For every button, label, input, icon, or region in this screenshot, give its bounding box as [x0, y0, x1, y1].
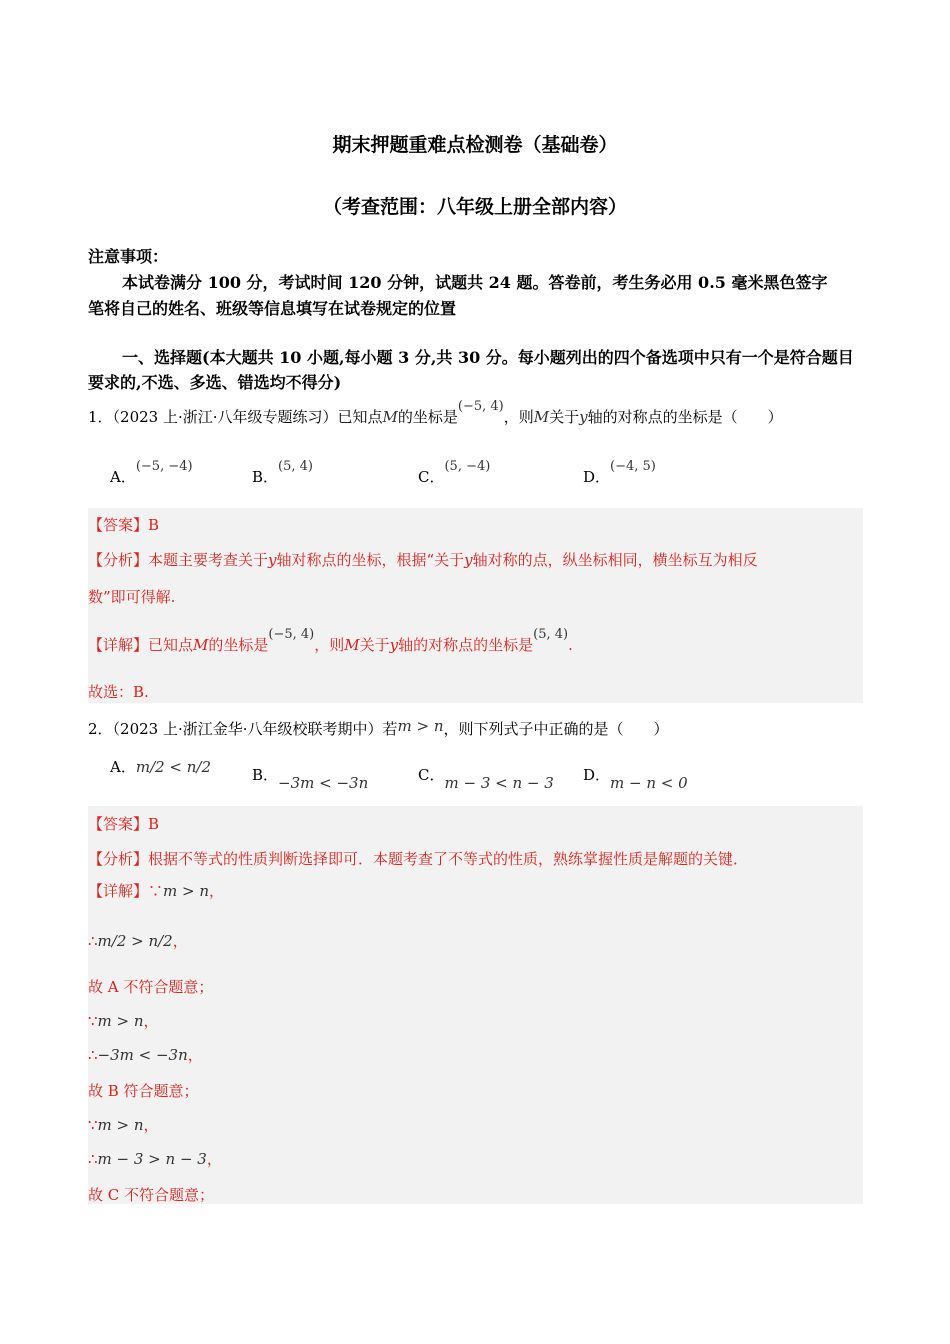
- question-1-answer: 【答案】B: [88, 516, 160, 534]
- question-1-detail: [88, 627, 573, 655]
- detail-text: ，: [209, 882, 225, 900]
- math-expression: m/2 > n/2: [97, 932, 173, 950]
- stem-text: ，则下列式子中正确的是（ ）: [443, 720, 669, 738]
- question-2-option-d[interactable]: [583, 764, 688, 792]
- question-1-analysis-line-2: 数”即可得解.: [88, 588, 176, 606]
- page-subtitle: （考查范围：八年级上册全部内容）: [322, 196, 627, 218]
- question-source: （2023 上·浙江金华·八年级校联考期中）若: [112, 720, 398, 738]
- option-label: B．: [252, 766, 279, 784]
- math-var: M: [193, 636, 209, 654]
- math-coordinate: (−5, 4): [457, 399, 504, 414]
- because-symbol: ∵: [88, 1116, 98, 1134]
- option-value: (−5, −4): [135, 459, 193, 474]
- option-value: m − 3 < n − 3: [444, 774, 554, 792]
- analysis-text: 【分析】本题主要考查关于: [88, 551, 269, 569]
- detail-text: 的坐标是: [208, 636, 269, 654]
- stem-text: 关于: [549, 408, 580, 426]
- stem-text: 轴的对称点的坐标是（ ）: [587, 408, 783, 426]
- question-2-option-b[interactable]: [252, 764, 369, 792]
- question-number: 2．: [88, 720, 113, 738]
- detail-text: 关于: [359, 636, 390, 654]
- question-2-answer: 【答案】B: [88, 815, 160, 833]
- q2-step-therefore-1: [88, 930, 188, 951]
- question-1-answer-box: [88, 508, 863, 703]
- detail-text: 【详解】已知点: [88, 636, 194, 654]
- detail-text: ，: [172, 932, 188, 950]
- option-value: (5, −4): [444, 459, 491, 474]
- analysis-text: 轴对称点的坐标，根据“关于: [276, 551, 465, 569]
- option-label: A．: [110, 468, 136, 486]
- q2-step-conclude-c: 故 C 不符合题意；: [88, 1186, 215, 1204]
- q2-step-therefore-3: [88, 1148, 222, 1169]
- because-symbol: ∵: [88, 1012, 98, 1030]
- section-heading-line-2: 要求的,不选、多选、错选均不得分): [88, 373, 342, 392]
- option-value: −3m < −3n: [278, 774, 369, 792]
- question-number: 1．: [88, 408, 113, 426]
- question-2-option-a[interactable]: [110, 756, 211, 777]
- option-label: C．: [418, 766, 445, 784]
- math-expression: m > n: [97, 1012, 144, 1030]
- question-1-analysis-line-1: [88, 549, 758, 570]
- option-value: m/2 < n/2: [135, 758, 212, 776]
- question-1-conclusion: 故选：B.: [88, 683, 149, 701]
- question-1-option-a[interactable]: [110, 459, 193, 487]
- math-expression: −3m < −3n: [97, 1046, 188, 1064]
- q2-step-because-2: [88, 1010, 159, 1031]
- therefore-symbol: ∴: [88, 932, 98, 950]
- math-var: M: [344, 636, 360, 654]
- therefore-symbol: ∴: [88, 1150, 98, 1168]
- option-label: A．: [110, 758, 136, 776]
- detail-text: ，则: [314, 636, 345, 654]
- math-expression: m > n: [97, 1116, 144, 1134]
- question-1-stem: [88, 399, 783, 427]
- math-var: M: [533, 408, 550, 426]
- detail-text: ，: [206, 1150, 222, 1168]
- question-2-stem: [88, 718, 669, 739]
- math-var: y: [579, 408, 588, 426]
- stem-text: 的坐标是: [397, 408, 458, 426]
- question-1-option-b[interactable]: [252, 459, 313, 487]
- option-value: m − n < 0: [610, 774, 688, 792]
- question-1-option-d[interactable]: [583, 459, 656, 487]
- option-label: C．: [418, 468, 445, 486]
- math-coordinate: (−5, 4): [268, 627, 315, 642]
- question-2-detail: [88, 880, 224, 901]
- option-label: D．: [583, 468, 611, 486]
- detail-text: ，: [187, 1046, 203, 1064]
- math-var: y: [389, 636, 399, 654]
- detail-text: 轴的对称点的坐标是: [398, 636, 534, 654]
- option-value: (5, 4): [278, 459, 313, 474]
- option-label: D．: [583, 766, 611, 784]
- math-var: y: [268, 551, 277, 569]
- notice-line-2: 笔将自己的姓名、班级等信息填写在试卷规定的位置: [88, 299, 457, 318]
- detail-text: ，: [143, 1012, 159, 1030]
- q2-step-because-3: [88, 1114, 159, 1135]
- analysis-text: 轴对称的点，纵坐标相同，横坐标互为相反: [472, 551, 758, 569]
- section-heading-line-1: 一、选择题(本大题共 10 小题,每小题 3 分,共 30 分。每小题列出的四个备选项中只有一个是符合题目: [122, 348, 854, 367]
- detail-text: ，: [143, 1116, 159, 1134]
- stem-text: ，则: [503, 408, 534, 426]
- notice-line-1: 本试卷满分 100 分，考试时间 120 分钟，试题共 24 题。答卷前，考生务必用 0.5 毫米黑色签字: [122, 273, 828, 292]
- therefore-symbol: ∴: [88, 1046, 98, 1064]
- math-expression: m − 3 > n − 3: [97, 1150, 207, 1168]
- q2-step-conclude-b: 故 B 符合题意；: [88, 1082, 199, 1100]
- question-2-analysis: 【分析】根据不等式的性质判断选择即可．本题考查了不等式的性质，熟练掌握性质是解题的关键．: [88, 850, 749, 868]
- question-source: （2023 上·浙江·八年级专题练习）已知点: [112, 408, 383, 426]
- math-expression: m > n: [163, 882, 210, 900]
- math-expression: m > n: [397, 717, 444, 735]
- question-1-option-c[interactable]: [418, 459, 491, 487]
- option-label: B．: [252, 468, 279, 486]
- option-value: (−4, 5): [610, 459, 656, 474]
- question-2-option-c[interactable]: [418, 764, 554, 792]
- math-var: M: [382, 408, 398, 426]
- detail-text: .: [568, 636, 573, 654]
- math-var: y: [464, 551, 473, 569]
- q2-step-therefore-2: [88, 1044, 203, 1065]
- detail-text: 【详解】∵: [88, 882, 164, 900]
- q2-step-conclude-a: 故 A 不符合题意；: [88, 978, 214, 996]
- math-coordinate: (5, 4): [533, 627, 569, 642]
- page-title: 期末押题重难点检测卷（基础卷）: [332, 134, 618, 156]
- notice-heading: 注意事项：: [88, 247, 169, 266]
